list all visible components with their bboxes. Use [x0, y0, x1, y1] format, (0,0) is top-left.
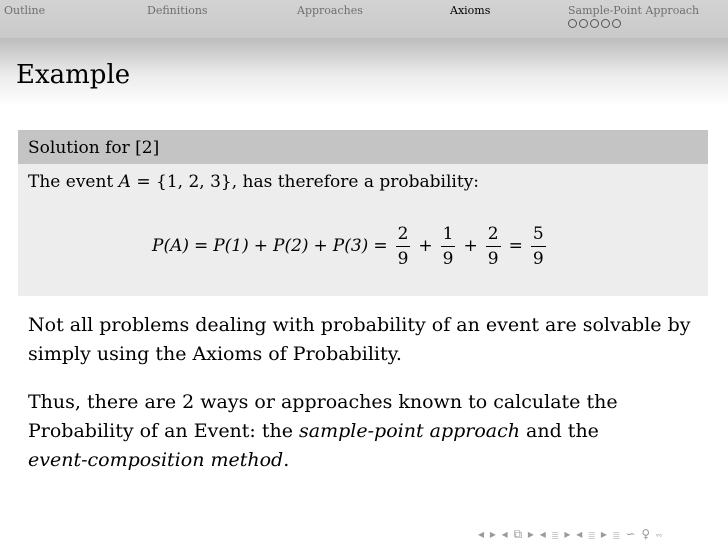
nav-item-axioms[interactable]: Axioms: [450, 4, 491, 17]
block-title: Solution for [2]: [18, 130, 708, 164]
formula-term-3: P(3): [332, 236, 369, 256]
paragraph-approaches: Thus, there are 2 ways or approaches known to calculate the Probability of an Event: the sample-point approach and the event-composition method.: [28, 391, 618, 471]
nav-item-definitions[interactable]: Definitions: [147, 4, 208, 17]
fraction-2: $\frac{1}{9}$: [442, 223, 454, 269]
progress-dot[interactable]: [579, 19, 588, 28]
progress-dot[interactable]: [568, 19, 577, 28]
probability-formula: P(A) = P(1) + P(2) + P(3) = $\frac{2}{9}$ + $\frac{1}{9}$ + $\frac{2}{9}$ = $\frac{5}{9}$: [152, 223, 544, 269]
fraction-3: $\frac{2}{9}$: [487, 223, 499, 269]
fraction-result: $\frac{5}{9}$: [532, 223, 544, 269]
block-statement: The event A = {1, 2, 3}, has therefore a probability:: [28, 172, 480, 192]
solution-block: [18, 130, 708, 296]
progress-dot[interactable]: [590, 19, 599, 28]
formula-term-1: P(1): [213, 236, 249, 256]
nav-item-approaches[interactable]: Approaches: [297, 4, 363, 17]
fraction-1: $\frac{2}{9}$: [397, 223, 409, 269]
beamer-navigation-symbols[interactable]: ◂ ▸ ◂ ⧉ ▸ ◂ ≣ ▸ ◂ ≣ ▸ ≣ ∽ ♀ ∾: [478, 527, 664, 541]
paragraph-axioms-limitation: Not all problems dealing with probability of an event are solvable by simply using the Axioms of Probability.: [28, 314, 691, 365]
formula-lhs: P(A): [152, 236, 189, 256]
frame-title: Example: [16, 60, 131, 90]
nav-item-outline[interactable]: Outline: [4, 4, 46, 17]
progress-dot[interactable]: [601, 19, 610, 28]
formula-term-2: P(2): [273, 236, 309, 256]
slide-progress-dots: [568, 19, 621, 28]
nav-item-sample-point-approach[interactable]: Sample-Point Approach: [568, 4, 700, 17]
progress-dot[interactable]: [612, 19, 621, 28]
section-navigation-bar: [0, 0, 728, 38]
